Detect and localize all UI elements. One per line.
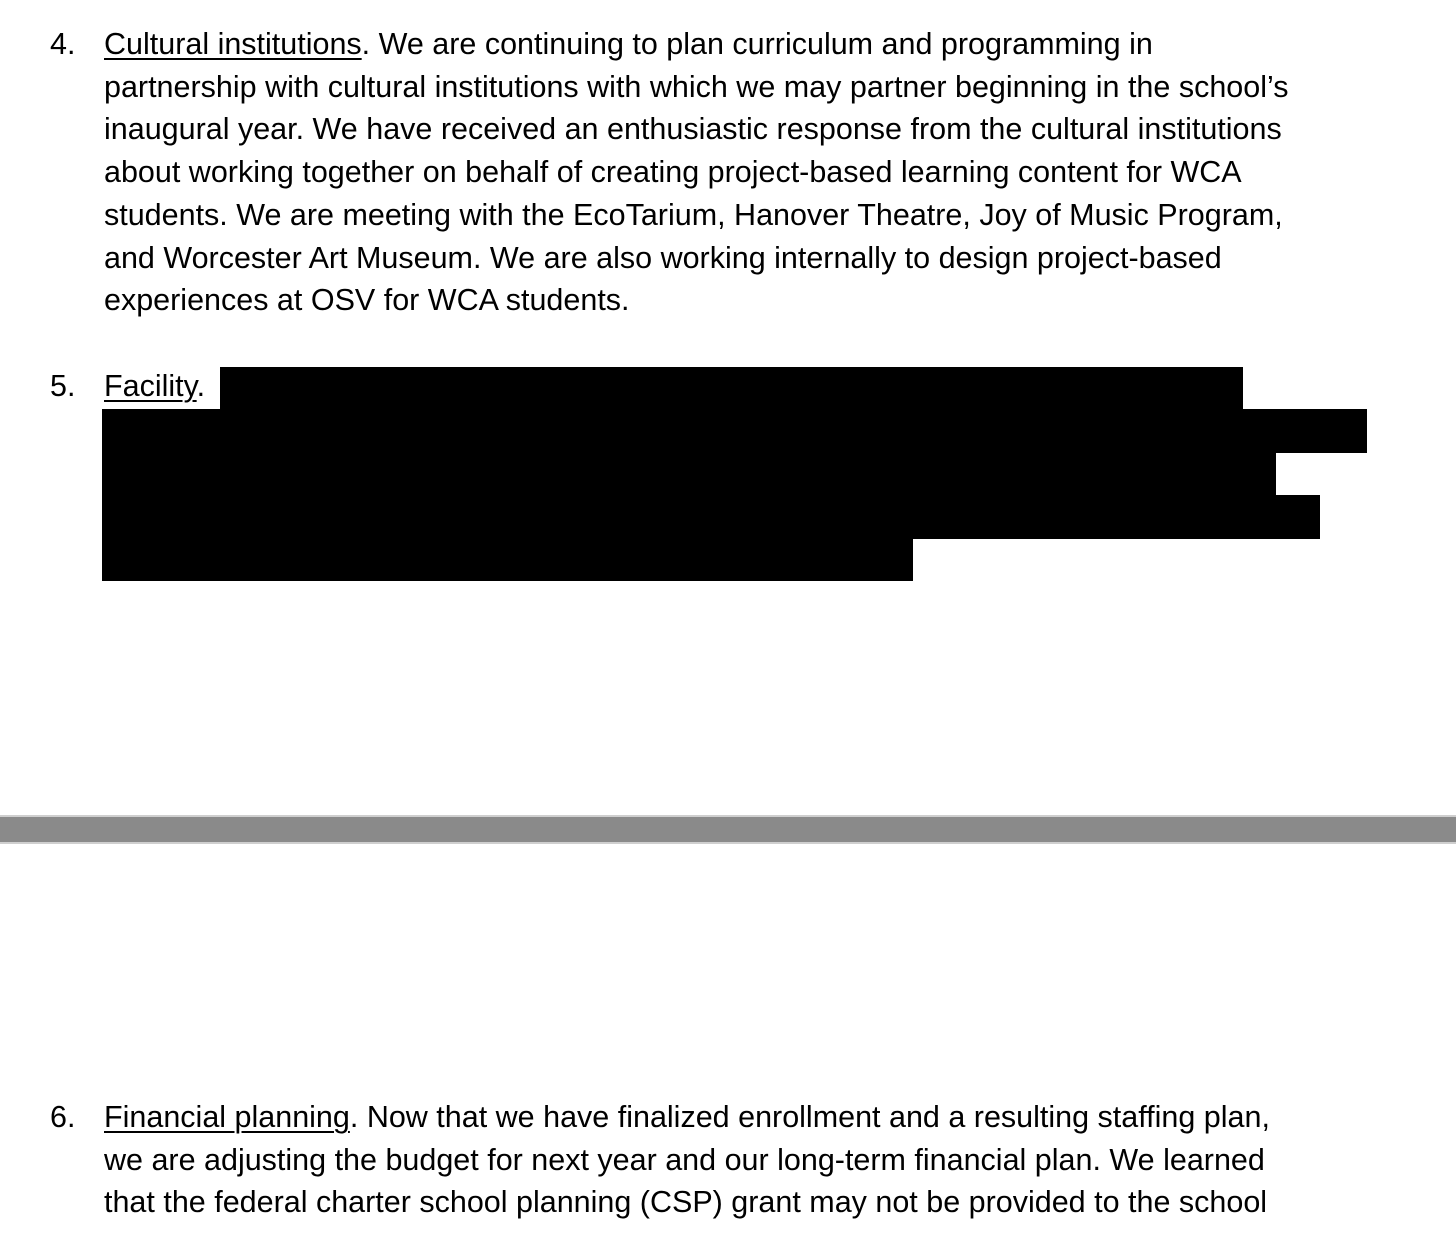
- paragraph-line: about working together on behalf of creating project-based learning content for WCA: [104, 155, 1242, 190]
- document-page-2: [0, 844, 1456, 1238]
- list-number: 6.: [50, 1100, 76, 1134]
- redaction-bar: [220, 367, 1243, 409]
- paragraph: [104, 1096, 1384, 1224]
- paragraph: [104, 23, 1384, 322]
- paragraph-line: Cultural institutions. We are continuing to plan curriculum and programming in: [104, 27, 1153, 61]
- item-heading: Facility: [104, 369, 197, 403]
- page-separator: [0, 815, 1456, 844]
- redaction-bar: [102, 539, 913, 581]
- paragraph-line: experiences at OSV for WCA students.: [104, 283, 630, 318]
- list-number: 4.: [50, 27, 76, 61]
- redaction-bar: [102, 495, 1320, 539]
- item-heading: Financial planning: [104, 1100, 350, 1134]
- paragraph-line: Facility.: [104, 369, 206, 403]
- item-heading: Cultural institutions: [104, 27, 362, 61]
- paragraph-line: we are adjusting the budget for next year and our long-term financial plan. We learned: [104, 1142, 1265, 1177]
- paragraph-line: that the federal charter school planning (CSP) grant may not be provided to the school: [104, 1185, 1268, 1220]
- paragraph-line: partnership with cultural institutions with which we may partner beginning in the school’s: [104, 69, 1289, 104]
- redaction-bar: [102, 409, 1367, 453]
- paragraph-line: students. We are meeting with the EcoTarium, Hanover Theatre, Joy of Music Program,: [104, 197, 1283, 232]
- paragraph-line: and Worcester Art Museum. We are also working internally to design project-based: [104, 240, 1222, 275]
- redaction-bar: [102, 453, 1276, 495]
- list-number: 5.: [50, 369, 76, 403]
- paragraph-line: Financial planning. Now that we have finalized enrollment and a resulting staffing plan,: [104, 1100, 1270, 1134]
- paragraph-line: inaugural year. We have received an enthusiastic response from the cultural institutions: [104, 112, 1282, 147]
